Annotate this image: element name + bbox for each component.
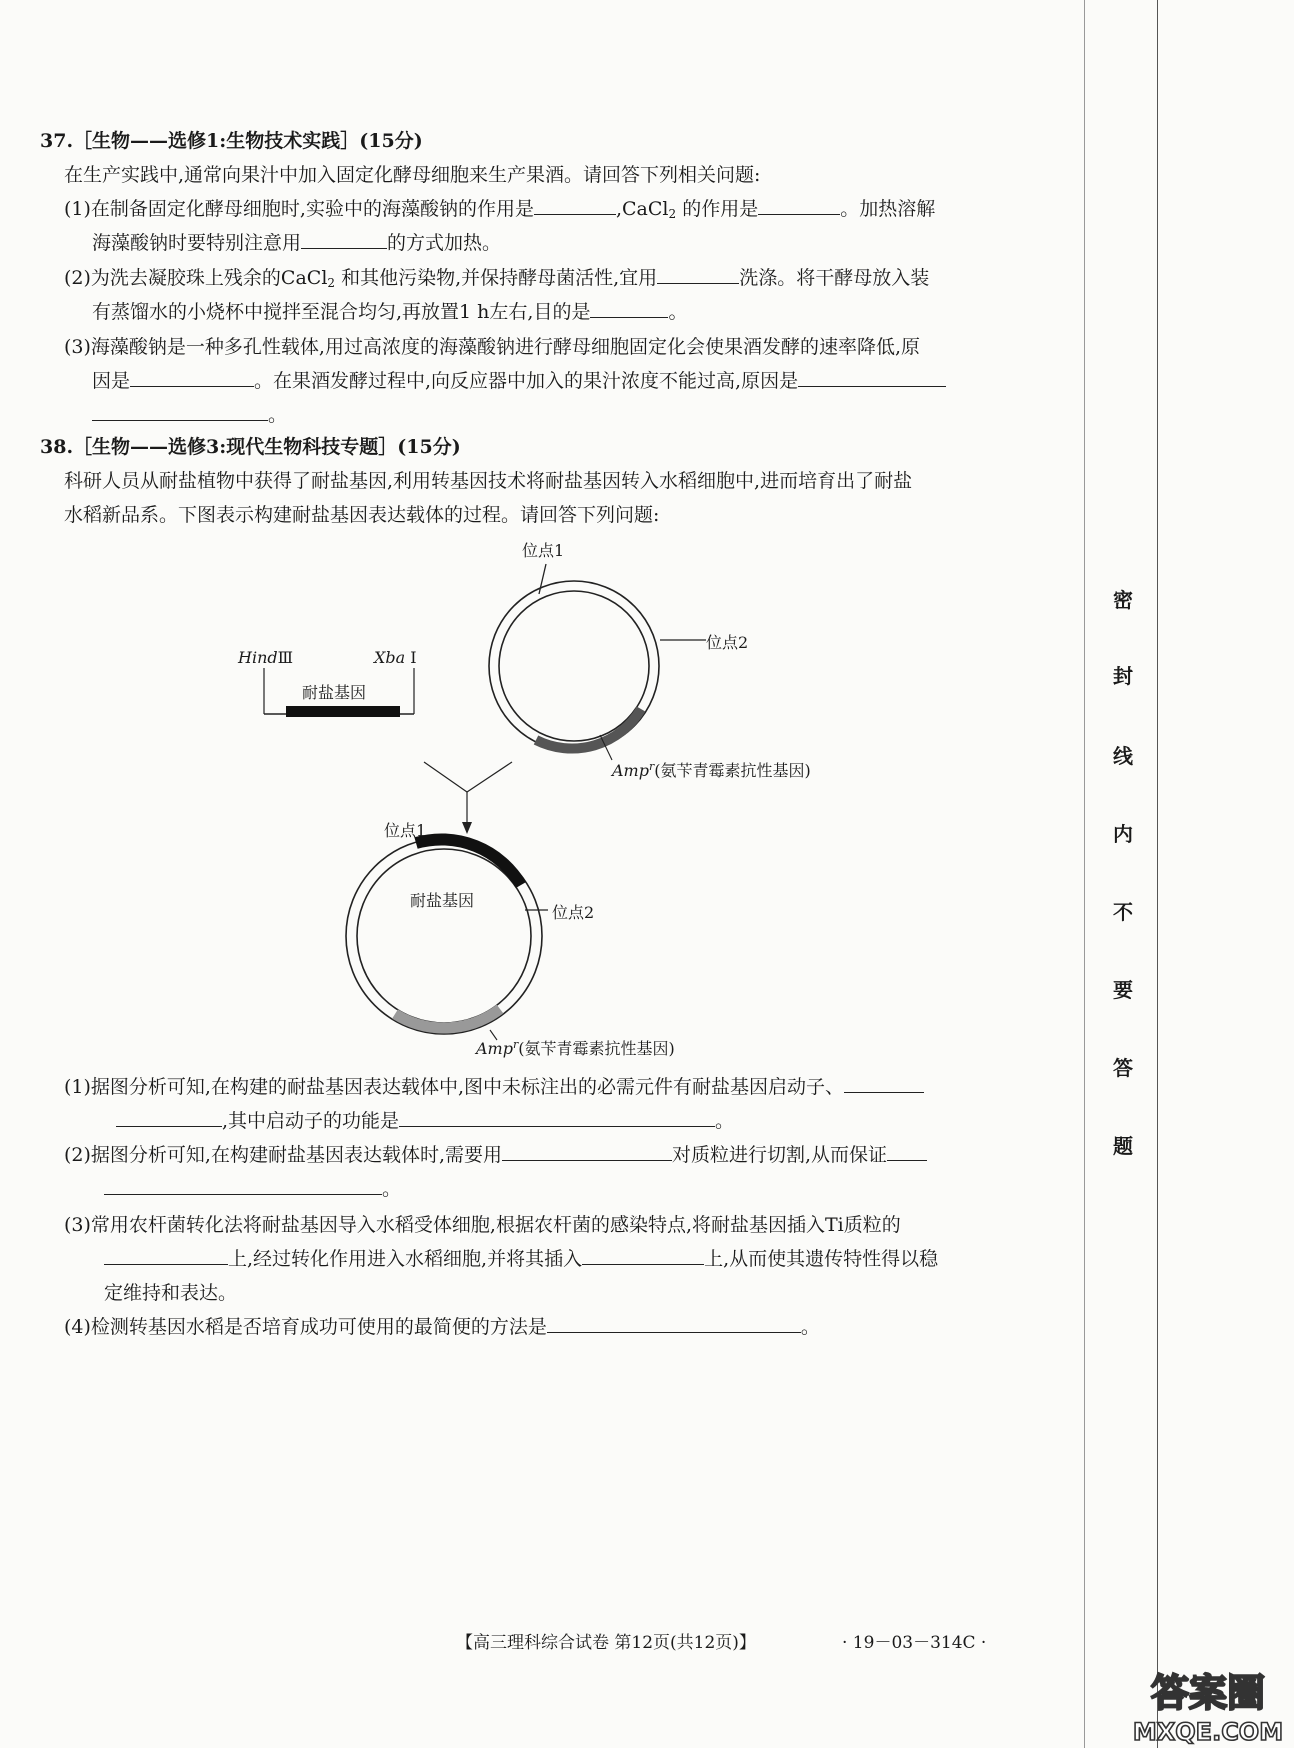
amp-sup: r: [648, 760, 655, 773]
q37-p2-text-c: 洗涤。将干酵母放入装: [739, 267, 930, 289]
q38-p4-text-b: 。: [800, 1316, 820, 1338]
seal-char-3: 线: [1113, 744, 1133, 768]
amp-gene-segment: [536, 709, 641, 749]
q38-p4-text-a: (4)检测转基因水稻是否培育成功可使用的最简便的方法是: [64, 1316, 547, 1338]
amp-label: [612, 758, 811, 781]
gene-fragment-bar: [286, 706, 400, 717]
xbai-numeral: Ⅰ: [410, 648, 417, 667]
xbai-label: [374, 648, 417, 667]
seal-char-8: 题: [1113, 1134, 1133, 1158]
q38-blank-3[interactable]: [399, 1108, 715, 1127]
q38-p1-line2-a: ,其中启动子的功能是: [222, 1110, 400, 1132]
q38-p3-line2-b: 上,从而使其遗传特性得以稳: [704, 1248, 939, 1270]
q38-part1-line1: [64, 1074, 924, 1100]
q38-part4-line1: [64, 1314, 820, 1340]
q37-p3-line3-end: 。: [268, 404, 288, 426]
q37-part3-line1: (3)海藻酸钠是一种多孔性载体,用过高浓度的海藻酸钠进行酵母细胞固定化会使果酒发酵的速率降低,原: [64, 336, 920, 358]
q37-p3-line2-b: 。在果酒发酵过程中,向反应器中加入的果汁浓度不能过高,原因是: [254, 370, 799, 392]
plasmid-inner-ring: [499, 591, 649, 741]
q38-p2-text-b: 对质粒进行切割,从而保证: [672, 1144, 888, 1166]
recombinant-inner-ring: [357, 849, 531, 1023]
q38-blank-6[interactable]: [104, 1176, 382, 1195]
site2-label: 位点2: [706, 633, 749, 652]
q37-heading: 37.［生物——选修1:生物技术实践］(15分): [40, 130, 423, 152]
seal-column-left-rule: [1084, 0, 1085, 1748]
recombinant-site1-label: 位点1: [384, 821, 427, 840]
recombinant-amp-sup: r: [512, 1038, 519, 1051]
q38-p2-line2-end: 。: [382, 1178, 402, 1200]
hindiii-italic: Hind: [238, 648, 278, 667]
q38-blank-5[interactable]: [887, 1142, 927, 1161]
arrow-head: [462, 822, 472, 834]
q38-p1-text-a: (1)据图分析可知,在构建的耐盐基因表达载体中,图中未标注出的必需元件有耐盐基因启动子、: [64, 1076, 844, 1098]
watermark-top-text: 答案圈: [1150, 1671, 1266, 1715]
q38-part1-line2: [116, 1108, 734, 1134]
q38-blank-4[interactable]: [502, 1142, 672, 1161]
q38-part3-line2: [104, 1246, 938, 1272]
q37-p2-text-b: 和其他污染物,并保持酵母菌活性,宜用: [341, 267, 658, 289]
recombinant-amp-desc: (氨苄青霉素抗性基因): [518, 1039, 675, 1058]
seal-char-7: 答: [1113, 1056, 1133, 1080]
q37-p2-line2-a: 有蒸馏水的小烧杯中搅拌至混合均匀,再放置1 h左右,目的是: [92, 301, 591, 323]
seal-char-4: 内: [1113, 822, 1133, 846]
q37-p1-line2-b: 的方式加热。: [387, 232, 502, 254]
watermark-logo: [1122, 1660, 1294, 1748]
q38-part3-line1: (3)常用农杆菌转化法将耐盐基因导入水稻受体细胞,根据农杆菌的感染特点,将耐盐基因插入Ti质粒的: [64, 1214, 901, 1236]
q38-blank-7[interactable]: [104, 1246, 228, 1265]
q38-blank-1[interactable]: [844, 1074, 924, 1093]
recombinant-plasmid: [346, 838, 548, 1040]
q38-part2-line2: [104, 1176, 401, 1202]
recombinant-amp-label: [476, 1036, 675, 1059]
seal-char-6: 要: [1113, 978, 1133, 1002]
seal-char-2: 封: [1113, 664, 1133, 688]
site1-leader: [539, 564, 546, 594]
seal-char-5: 不: [1113, 900, 1133, 924]
q38-heading: 38.［生物——选修3:现代生物科技专题］(15分): [40, 436, 461, 458]
amp-desc: (氨苄青霉素抗性基因): [654, 761, 811, 780]
recombinant-site2-label: 位点2: [552, 903, 595, 922]
q37-p2-text-a: (2)为洗去凝胶珠上残余的CaCl: [64, 267, 328, 289]
q38-blank-2[interactable]: [116, 1108, 222, 1127]
amp-italic: Amp: [612, 761, 649, 780]
q37-p3-line2-a: 因是: [92, 370, 131, 392]
q38-part2-line1: [64, 1142, 927, 1168]
q38-blank-9[interactable]: [547, 1314, 801, 1333]
q37-p1-text-a: (1)在制备固定化酵母细胞时,实验中的海藻酸钠的作用是: [64, 198, 534, 220]
q38-p3-line2-a: 上,经过转化作用进入水稻细胞,并将其插入: [228, 1248, 583, 1270]
page-footer-code: · 19－03－314C ·: [842, 1633, 987, 1653]
page-footer-info: 【高三理科综合试卷 第12页(共12页)】: [456, 1633, 756, 1653]
recombinant-amp-italic: Amp: [476, 1039, 513, 1058]
q37-p1-text-b: ,CaCl: [615, 198, 669, 220]
q38-blank-8[interactable]: [582, 1246, 704, 1265]
seal-column-right-rule: [1157, 0, 1158, 1748]
gene-fragment-label: 耐盐基因: [302, 683, 367, 702]
q38-p2-text-a: (2)据图分析可知,在构建耐盐基因表达载体时,需要用: [64, 1144, 502, 1166]
site1-label: 位点1: [522, 541, 565, 560]
original-plasmid: [489, 564, 706, 760]
q37-p2-sub: 2: [327, 276, 336, 290]
arrow-right-branch: [467, 762, 512, 792]
q38-p1-line2-b: 。: [715, 1110, 735, 1132]
q37-p1-text-c: 的作用是: [682, 198, 759, 220]
recombinant-gene-label: 耐盐基因: [410, 891, 475, 910]
q37-p2-line2-b: 。: [668, 301, 688, 323]
q37-intro: 在生产实践中,通常向果汁中加入固定化酵母细胞来生产果酒。请回答下列相关问题:: [64, 164, 761, 186]
merge-arrow: [424, 762, 512, 834]
inserted-gene-segment: [416, 839, 521, 885]
q37-p1-sub: 2: [668, 207, 677, 221]
q38-intro-line1: 科研人员从耐盐植物中获得了耐盐基因,利用转基因技术将耐盐基因转入水稻细胞中,进而培育出了耐盐: [64, 470, 913, 492]
q38-intro-line2: 水稻新品系。下图表示构建耐盐基因表达载体的过程。请回答下列问题:: [64, 504, 660, 526]
q37-p1-line2-a: 海藻酸钠时要特别注意用: [92, 232, 302, 254]
watermark-bottom-text: MXQE.COM: [1132, 1718, 1284, 1746]
hindiii-label: [238, 648, 293, 667]
seal-char-1: 密: [1113, 588, 1133, 612]
xbai-italic: Xba: [374, 648, 406, 667]
hindiii-numeral: Ⅲ: [277, 648, 294, 667]
arrow-left-branch: [424, 762, 467, 792]
q38-part3-line3: 定维持和表达。: [104, 1282, 238, 1304]
q37-p1-text-d: 。加热溶解: [840, 198, 936, 220]
